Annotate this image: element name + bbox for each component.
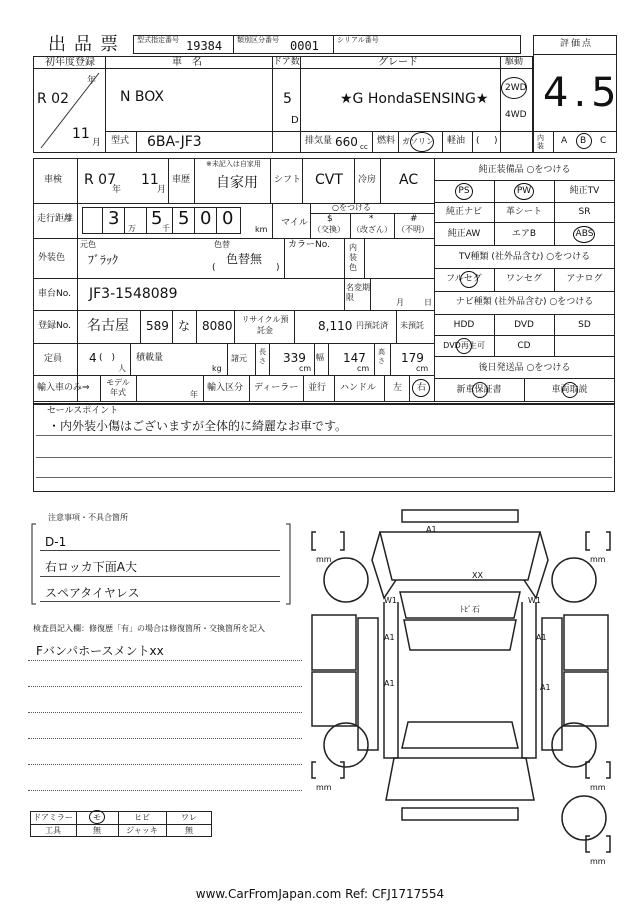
inspector-line-1: Fバンパホースメントxx: [36, 644, 164, 658]
mirror-break: ワレ: [181, 813, 197, 822]
first-reg-label: 初年度登録: [45, 57, 95, 68]
diagram-rear-hatch: [386, 758, 534, 800]
first-reg-month: 11: [72, 126, 90, 142]
displacement-label: 排気量: [305, 136, 333, 146]
color-label: 外装色: [38, 253, 66, 263]
mirror-mo: モ: [93, 813, 101, 822]
diagram-wheel-rl: [324, 723, 368, 767]
car-name: N BOX: [120, 89, 164, 105]
diagram-mark-door-rr: A1: [540, 683, 551, 692]
displacement-unit: cc: [360, 143, 368, 151]
inspector-label: 検査員記入欄：修復歴「有」の場合は修復箇所・交換箇所を記入: [33, 624, 265, 633]
chassis-value: JF3-1548089: [89, 286, 178, 302]
capacity-unit: 人: [118, 364, 126, 373]
width-value: 147: [343, 351, 366, 365]
dims-label: 諸元: [231, 354, 247, 363]
mileage-digit-5: 0: [222, 208, 234, 229]
drive-label: 駆動: [505, 57, 524, 67]
interior-color-label: 内装色: [349, 243, 357, 272]
sheet-title: 出品票: [48, 34, 126, 55]
diagram-front-door-right: [564, 615, 608, 670]
fuel-gasoline-circle: [410, 132, 434, 152]
shift-value: CVT: [315, 172, 343, 188]
sales-label: セールスポイント: [47, 406, 119, 416]
inspection-month: 11: [141, 172, 159, 188]
first-reg-year-unit: 年: [87, 76, 97, 86]
score-value: 4.5: [543, 70, 622, 116]
handle-right: 右: [417, 383, 427, 393]
genuine-title: 純正装備品 ○をつける: [478, 165, 571, 175]
interior-grade-b-circle: [576, 133, 592, 149]
mileage-digit-3: 5: [178, 208, 190, 229]
mirror-mo-circle: [89, 810, 105, 824]
import-label: 輸入車のみ⇒: [37, 383, 90, 393]
genuine-sr: SR: [578, 207, 591, 217]
diagram-mark-front-bumper: A1: [426, 525, 437, 534]
load-label: 積載量: [136, 353, 164, 363]
sales-block: [33, 404, 615, 492]
odometer-unknown: （不明）: [397, 225, 429, 234]
history-note: ※未記入は自家用: [206, 160, 261, 168]
mirror-header: ドアミラー: [33, 813, 73, 822]
first-reg-month-unit: 月: [92, 138, 102, 148]
later-manual: 車両取説: [551, 385, 588, 395]
fuel-diesel: 軽油: [447, 136, 466, 146]
genuine-abs: ABS: [575, 229, 594, 239]
diagram-roof: [404, 620, 516, 650]
plate-number: 8080: [202, 319, 233, 333]
sales-line-1: ・内外装小傷はございますが全体的に綺麗なお車です。: [48, 419, 348, 433]
handle-right-circle: [412, 379, 430, 397]
interior-grade-a: A: [561, 136, 568, 146]
doors-label: ドア数: [273, 57, 300, 67]
car-name-label: 車 名: [172, 57, 202, 68]
navi-sd: SD: [578, 320, 591, 330]
navi-dvd: DVD: [514, 320, 534, 330]
width-unit: cm: [357, 364, 370, 373]
mm-label-fl: mm: [316, 555, 332, 564]
genuine-pw-circle: [514, 183, 534, 200]
diagram-wheel-rr: [552, 723, 596, 767]
displacement-value: 660: [335, 135, 358, 149]
diagram-mark-door-fl: A1: [384, 633, 395, 642]
genuine-aw: 純正AW: [447, 229, 481, 239]
tools-value: 無: [93, 826, 101, 835]
plate-label: 登録No.: [38, 321, 71, 331]
mileage-digit-4: 0: [200, 208, 212, 229]
genuine-leather: 革シート: [505, 207, 542, 217]
model-year-label: モデル年式: [106, 378, 130, 397]
door-type: D: [291, 115, 299, 126]
later-warranty: 新車保証書: [456, 385, 502, 395]
drive-2wd: 2WD: [505, 83, 527, 93]
genuine-ps: PS: [458, 186, 470, 196]
mileage-digit-1: 3: [108, 208, 120, 229]
later-warranty-circle: [472, 382, 488, 398]
height-unit: cm: [416, 364, 429, 373]
fuel-gasoline: ガソリン: [402, 137, 434, 146]
recycle-unit: 円預託済: [356, 321, 388, 330]
diagram-wheel-fl: [324, 558, 368, 602]
tv-fullseg-circle: [460, 271, 478, 288]
jack-value: 無: [185, 826, 193, 835]
diagram-front-bumper: [402, 510, 518, 522]
chassis-label: 車台No.: [38, 289, 71, 299]
inspection-label: 車検: [44, 175, 63, 185]
navi-title: ナビ種類 (社外品含む) ○をつける: [455, 297, 594, 307]
navi-hdd: HDD: [453, 320, 475, 330]
score-label: 評価点: [560, 39, 594, 49]
length-value: 339: [283, 351, 306, 365]
notes-line-1: D-1: [45, 535, 67, 549]
inspection-year: R 07: [84, 172, 116, 188]
genuine-airbag: エアB: [511, 229, 537, 239]
repaint-value: 色替無: [226, 252, 263, 266]
category-label: 類別区分番号: [237, 36, 279, 44]
grade-value: ★G HondaSENSING★: [340, 91, 489, 107]
mm-label-rl: mm: [316, 783, 332, 792]
model-designation-label: 型式指定番号: [137, 36, 179, 44]
color-no-label: カラーNo.: [288, 240, 330, 250]
navi-dvd-playback-circle: [456, 338, 472, 354]
mm-label-fr: mm: [590, 555, 606, 564]
length-label: 長さ: [259, 348, 266, 365]
mileage-sen: 千: [162, 224, 170, 233]
mirror-crack: ヒビ: [134, 813, 150, 822]
orig-color-label: 元色: [80, 240, 96, 249]
mm-label-spare: mm: [590, 857, 606, 866]
history-label: 車歴: [172, 175, 191, 185]
tools-label: 工具: [45, 826, 61, 835]
handle-left: 左: [393, 383, 403, 393]
mileage-unit: km: [255, 225, 268, 234]
interior-label: 内装: [537, 134, 544, 150]
height-value: 179: [401, 351, 424, 365]
mm-label-rr: mm: [590, 783, 606, 792]
shift-label: シフト: [274, 175, 302, 185]
diagram-spare-wheel: [562, 796, 606, 840]
first-reg-year: R 02: [37, 91, 69, 107]
jack-label: ジャッキ: [126, 826, 158, 835]
tv-analog: アナログ: [566, 274, 603, 284]
mileage-label: 走行距離: [37, 214, 74, 224]
model-label: 型式: [111, 136, 130, 146]
notes-label: 注意事項・不具合箇所: [48, 513, 128, 522]
height-label: 高さ: [378, 348, 385, 365]
tv-title: TV種類 (社外品含む) ○をつける: [458, 252, 591, 262]
repaint-label: 色替: [214, 240, 230, 249]
category-value: 0001: [290, 39, 319, 53]
diagram-rear-door-right: [564, 672, 608, 726]
interior-grade-c: C: [600, 136, 607, 146]
mileage-digit-2: 5: [151, 208, 163, 229]
import-parallel: 並行: [308, 383, 327, 393]
mile-label: マイル: [281, 218, 308, 228]
diagram-mark-windshield: ﾄﾋﾟ石: [460, 605, 480, 614]
genuine-abs-circle: [573, 226, 595, 243]
tv-fullseg: フルセグ: [446, 274, 482, 284]
serial-label: シリアル番号: [337, 36, 379, 44]
diagram-mark-hood: XX: [472, 571, 483, 580]
diagram-rear-door-left: [312, 672, 356, 726]
plate-class: 589: [146, 319, 169, 333]
width-label: 幅: [316, 353, 324, 362]
name-expiry-label: 名変期限: [346, 283, 370, 302]
genuine-pw: PW: [516, 186, 532, 196]
history-value: 自家用: [216, 175, 258, 191]
diagram-mark-door-rl: A1: [384, 679, 395, 688]
genuine-navi: 純正ナビ: [445, 207, 482, 217]
capacity-value: 4: [89, 351, 97, 365]
inspection-month-unit: 月: [157, 185, 167, 195]
later-title: 後日発送品 ○をつける: [478, 363, 571, 373]
diagram-hood: [380, 532, 540, 580]
genuine-ps-circle: [455, 183, 473, 200]
capacity-label: 定員: [44, 354, 63, 364]
length-unit: cm: [299, 364, 312, 373]
diagram-rear-window: [402, 722, 518, 748]
import-class-label: 輸入区分: [207, 383, 244, 393]
load-unit: kg: [212, 364, 222, 373]
odometer-circle-hint: ○をつける: [332, 203, 371, 212]
footer-ref: www.CarFromJapan.com Ref: CFJ1717554: [195, 887, 445, 901]
car-diagram: [300, 500, 620, 870]
recycle-label: リサイクル預託金: [241, 315, 289, 335]
diagram-rear-bumper: [402, 808, 518, 820]
navi-cd: CD: [517, 341, 531, 351]
diagram-front-door-left: [312, 615, 356, 670]
notes-line-2: 右ロッカ下面A大: [45, 560, 137, 574]
model-designation-value: 19384: [186, 39, 223, 53]
doors-value: 5: [283, 91, 292, 107]
fuel-label: 燃料: [377, 136, 396, 146]
ac-value: AC: [399, 172, 419, 188]
model-value: 6BA-JF3: [147, 134, 202, 150]
recycle-pending: 未預託: [400, 321, 424, 330]
diagram-wheel-fr: [552, 558, 596, 602]
later-manual-circle: [562, 382, 578, 398]
recycle-amount: 8,110: [318, 319, 353, 333]
ac-label: 冷房: [358, 175, 377, 185]
drive-4wd: 4WD: [505, 110, 527, 120]
orig-color-value: ﾌﾞﾗｯｸ: [88, 253, 119, 267]
odometer-tamper: （改ざん）: [352, 225, 392, 234]
tv-oneseg: ワンセグ: [505, 274, 542, 284]
navi-dvd-playback: DVD再生可: [443, 341, 485, 350]
drive-2wd-circle: [501, 77, 527, 99]
plate-kana: な: [178, 319, 191, 333]
handle-label: ハンドル: [340, 383, 377, 393]
grade-label: グレード: [378, 57, 418, 68]
interior-grade-b: B: [580, 136, 587, 146]
diagram-left-side: [358, 618, 378, 750]
inspection-year-unit: 年: [112, 185, 122, 195]
diagram-mark-fl-wheel: W1: [384, 596, 397, 605]
odometer-exchange: （交換）: [313, 225, 345, 234]
diagram-mark-door-fr: A1: [536, 633, 547, 642]
notes-line-3: スペアタイヤレス: [45, 586, 140, 600]
genuine-tv: 純正TV: [569, 186, 600, 196]
diagram-mark-fr-wheel: W1: [528, 596, 541, 605]
mileage-man: 万: [128, 224, 136, 233]
import-dealer: ディーラー: [254, 383, 299, 393]
plate-area: 名古屋: [87, 318, 129, 334]
